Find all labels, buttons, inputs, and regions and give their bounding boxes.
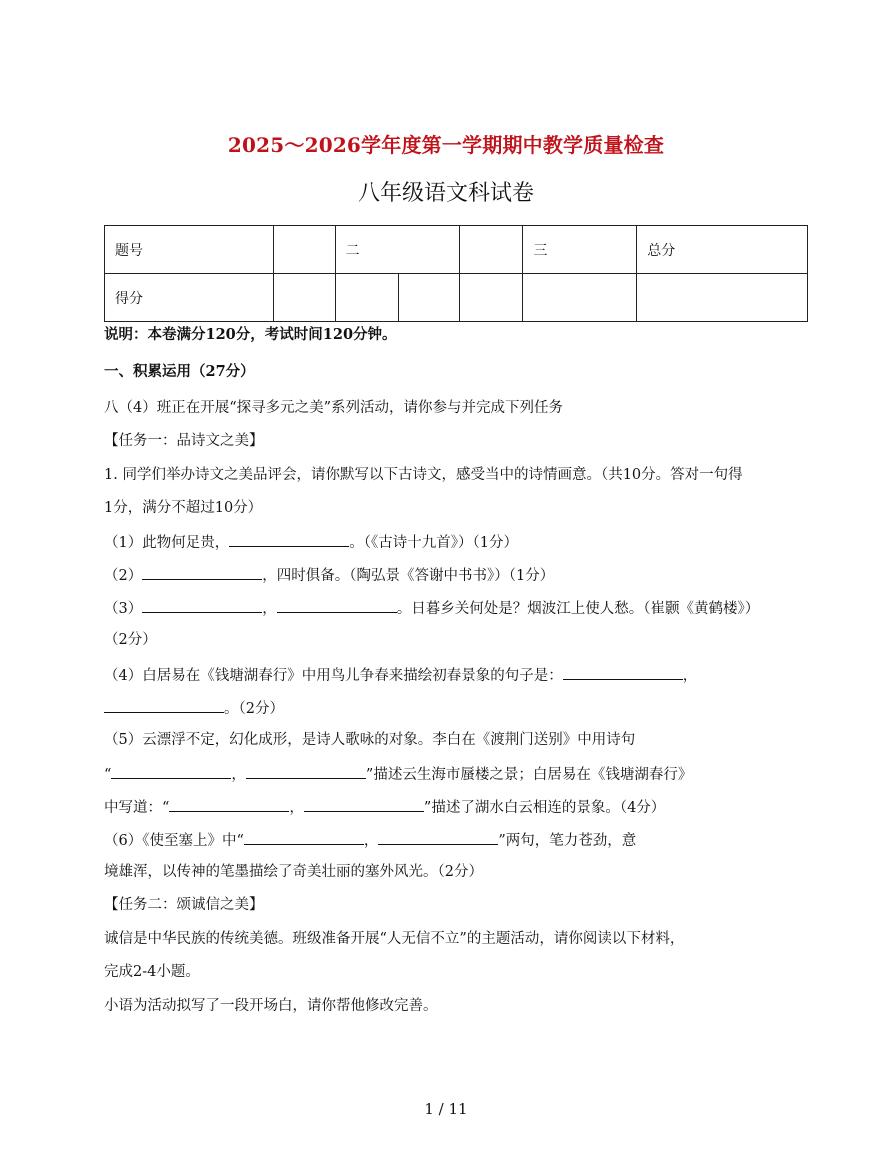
exam-title: 2025～2026学年度第一学期期中教学质量检查 <box>227 133 665 157</box>
question-item: 境雄浑，以传神的笔墨描绘了奇美壮丽的塞外风光。（2分） <box>104 864 483 880</box>
answer-blank[interactable] <box>142 597 262 613</box>
exam-note: 说明：本卷满分120分，考试时间120分钟。 <box>104 326 397 343</box>
answer-blank[interactable] <box>229 531 349 547</box>
header-cell: 总分 <box>637 226 808 274</box>
task-heading: 【任务二：颂诚信之美】 <box>104 897 264 913</box>
answer-blank[interactable] <box>563 664 683 680</box>
score-cell <box>460 274 523 322</box>
paragraph: 诚信是中华民族的传统美德。班级准备开展“人无信不立”的主题活动，请你阅读以下材料， <box>104 931 685 947</box>
header-cell: 三 <box>523 226 637 274</box>
answer-blank[interactable] <box>169 796 289 812</box>
score-cell <box>637 274 808 322</box>
question-item: “ ， ”描述云生海市蜃楼之景；白居易在《钱塘湖春行》 <box>104 763 692 785</box>
question-item: （3） ， 。日暮乡关何处是？烟波江上使人愁。（崔颢《黄鹤楼》） <box>104 597 759 619</box>
row-label: 得分 <box>105 274 274 322</box>
score-table <box>104 225 808 322</box>
score-table-score-row <box>105 274 808 322</box>
question-item: （6）《使至塞上》中“ ， ”两句，笔力苍劲，意 <box>104 829 636 851</box>
question-item: （2） ，四时俱备。（陶弘景《答谢中书书》）（1分） <box>104 564 554 586</box>
question-item: 中写道：“ ， ”描述了湖水白云相连的景象。（4分） <box>104 796 665 818</box>
answer-blank[interactable] <box>142 564 262 580</box>
exam-subtitle: 八年级语文科试卷 <box>357 181 534 206</box>
paragraph: 小语为活动拟写了一段开场白，请你帮他修改完善。 <box>104 998 438 1014</box>
question-score: （2分） <box>104 632 157 648</box>
question-item: （5）云漂浮不定，幻化成形，是诗人歌咏的对象。李白在《渡荆门送别》中用诗句 <box>104 732 636 748</box>
answer-blank[interactable] <box>111 763 231 779</box>
header-cell <box>460 226 523 274</box>
answer-blank[interactable] <box>104 697 224 713</box>
task-heading: 【任务一：品诗文之美】 <box>104 433 264 449</box>
header-cell <box>273 226 335 274</box>
answer-blank[interactable] <box>244 829 364 845</box>
question-item: （1）此物何足贵， 。（《古诗十九首》）（1分） <box>104 531 518 553</box>
answer-blank[interactable] <box>304 796 424 812</box>
header-cell: 二 <box>335 226 460 274</box>
answer-blank[interactable] <box>378 829 498 845</box>
score-cell <box>523 274 637 322</box>
question-item: 。（2分） <box>104 697 284 719</box>
answer-blank[interactable] <box>246 763 366 779</box>
score-cell <box>335 274 398 322</box>
score-cell <box>398 274 460 322</box>
answer-blank[interactable] <box>277 597 397 613</box>
page-number: 1 / 11 <box>424 1100 468 1118</box>
question-item: （4）白居易在《钱塘湖春行》中用鸟儿争春来描绘初春景象的句子是： ， <box>104 664 697 686</box>
score-cell <box>273 274 335 322</box>
question-stem: 1. 同学们举办诗文之美品评会，请你默写以下古诗文，感受当中的诗情画意。（共10分。答对一句得 <box>104 467 743 483</box>
score-table-header-row <box>105 226 808 274</box>
paragraph: 完成2-4小题。 <box>104 964 200 980</box>
intro-text: 八（4）班正在开展“探寻多元之美”系列活动，请你参与并完成下列任务 <box>104 400 564 416</box>
question-stem: 1分，满分不超过10分） <box>104 500 263 516</box>
header-cell: 题号 <box>105 226 274 274</box>
section-heading: 一、积累运用（27分） <box>104 363 255 380</box>
